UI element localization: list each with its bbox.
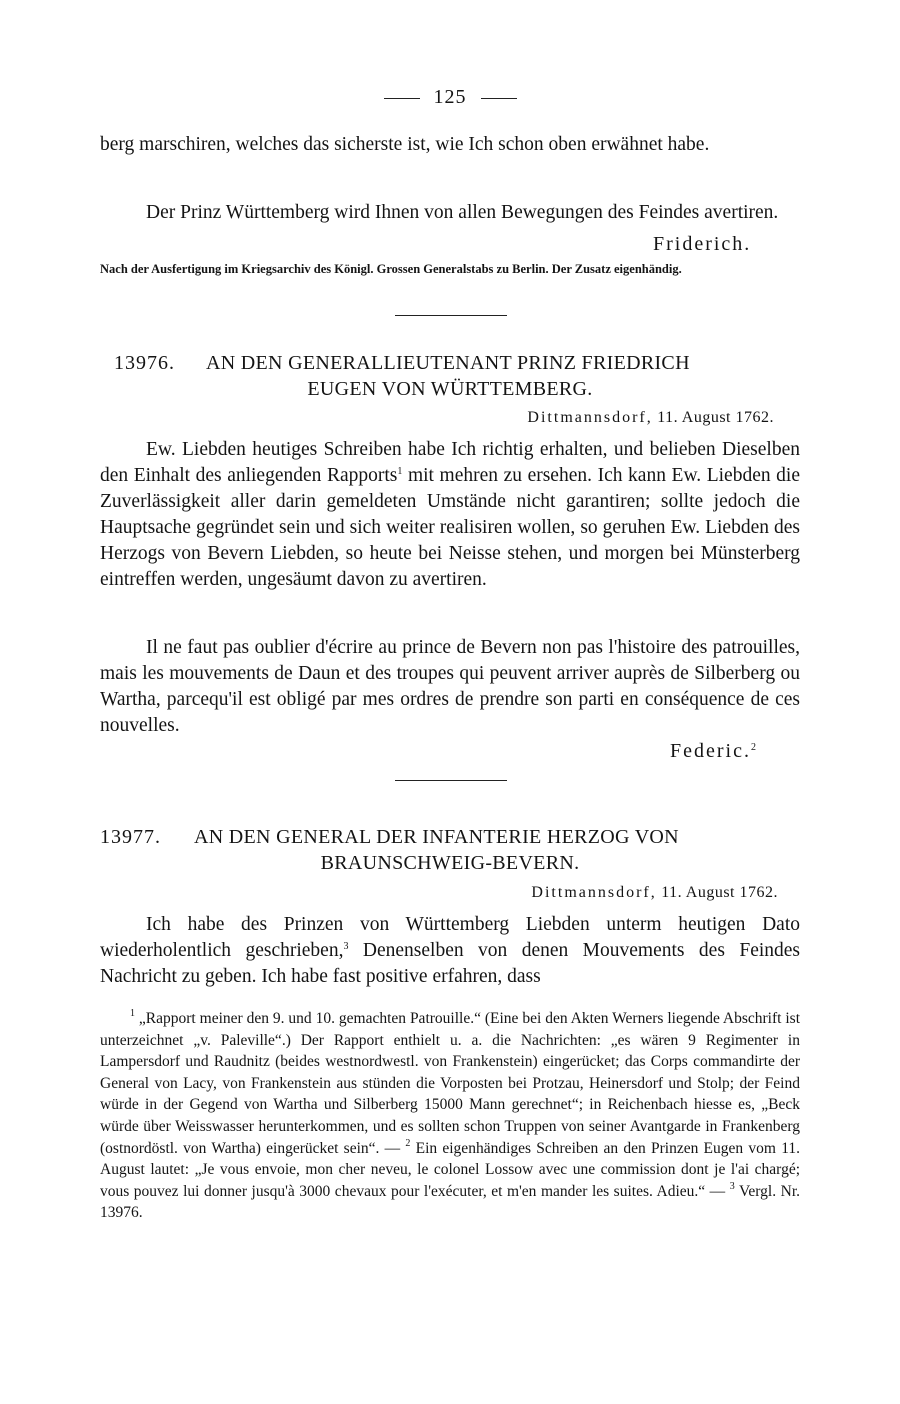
date: 11. August 1762. <box>661 884 778 901</box>
page-number: 125 <box>433 86 467 108</box>
footnote-mark: 3 <box>729 1180 735 1192</box>
addressee-line-1: AN DEN GENERAL DER INFANTERIE HERZOG VON <box>194 826 679 848</box>
place: Dittmannsdorf, <box>527 409 653 426</box>
letter-number: 13976. <box>114 352 175 374</box>
letter-paragraph: Ew. Liebden heutiges Schreiben habe Ich richtig erhalten, und belieben Dieselben den Einhalt des anliegenden Rapports$^1$ mit mehren zu ersehen. Ich kann Ew. Liebden die Zuverlässigkeit aller darin gemeldeten Umstände nicht garantiren; sollte jedoch die Hauptsache gegründet sein und sich weiter realisiren wollen, so geruhen Ew. Liebden des Herzogs von Bevern Liebden, so heute bei Neisse stehen, und morgen bei Münsterberg eintreffen werden, ungesäumt davon zu avertiren. <box>100 439 800 590</box>
date: 11. August 1762. <box>657 409 774 426</box>
place-date-line <box>527 409 774 427</box>
header-dash-right <box>481 98 517 99</box>
footnote-mark: 1 <box>130 1008 135 1019</box>
letter-paragraph-french: Il ne faut pas oublier d'écrire au prince de Bevern non pas l'histoire des patrouilles, mais les mouvements de Daun et des troupes qui peuvent arriver auprès de Silberberg ou Wartha, parcequ'il est obligé par mes ordres de prendre son parti en conséquence de ces nouvelles. <box>100 637 800 736</box>
footnote-3: Vergl. Nr. 13976. <box>100 1182 801 1222</box>
letter-paragraph: Ich habe des Prinzen von Württemberg Liebden unterm heutigen Dato wiederholentlich geschrieben,$^3$ Denenselben von denen Mouvements des Feindes Nachricht zu geben. Ich habe fast positive erfahren, dass <box>100 914 801 987</box>
footnote-2: Ein eigenhändiges Schreiben an den Prinzen Eugen vom 11. August lautet: „Je vous envoie, mon cher neveu, le colonel Lossow avec une commission dont je l'ai chargé; vous pouvez lui donner jusqu'à 3000 chevaux pour l'exécuter, et m'en mander les suites. Adieu.“ — <box>100 1139 800 1200</box>
source-note: Nach der Ausfertigung im Kriegsarchiv des Königl. Grossen Generalstabs zu Berlin. Der Zusatz eigenhändig. <box>100 262 682 276</box>
footnote-1: „Rapport meiner den 9. und 10. gemachten Patrouille.“ (Eine bei den Akten Werners liegende Abschrift ist unterzeichnet „v. Paleville“.) Der Rapport enthielt u. a. die Nachrichten: „es wären 9 Regimenter in Lampersdorf und Raudnitz (beides westnordwestl. von Frankenstein) eingerücket; das Corps commandirte der General von Lacy, von Frankenstein aus stünden die Vorposten bei Protzau, Heinersdorf und Stolp; der Feind würde in der Gegend von Wartha und Silberberg 15000 Mann gerechnet“; in Reichenbach hiesse es, „Beck würde über Weisswasser herunterkommen, und es sollten schon Truppen von seiner Avantgarde in Frankenberg (ostnordöstl. von Wartha) eingerücket sein“. — <box>100 1010 800 1157</box>
page-header <box>0 86 900 109</box>
place: Dittmannsdorf, <box>531 884 657 901</box>
place-date-line <box>531 884 778 902</box>
signature-friderich: Friderich. <box>653 233 752 255</box>
footnote-ref: 2 <box>750 742 758 753</box>
footnote-ref: 3 <box>343 941 349 952</box>
footnote-ref: 1 <box>397 466 403 477</box>
section-divider-1 <box>395 315 507 316</box>
continuation-paragraph-2: Der Prinz Württemberg wird Ihnen von allen Bewegungen des Feindes avertiren. <box>146 202 779 223</box>
addressee-line-2: BRAUNSCHWEIG-BEVERN. <box>320 852 580 874</box>
continuation-paragraph-1: berg marschiren, welches das sicherste ist, wie Ich schon oben erwähnet habe. <box>100 134 710 155</box>
addressee-line-2: EUGEN VON WÜRTTEMBERG. <box>307 378 593 400</box>
section-divider-2 <box>395 780 507 781</box>
signature-federic: Federic.$^2$ <box>670 740 758 762</box>
header-dash-left <box>384 98 420 99</box>
addressee-line-1: AN DEN GENERALLIEUTENANT PRINZ FRIEDRICH <box>206 352 690 374</box>
letter-number: 13977. <box>100 826 161 848</box>
footnotes <box>100 1008 800 1224</box>
footnote-mark: 2 <box>405 1137 411 1149</box>
